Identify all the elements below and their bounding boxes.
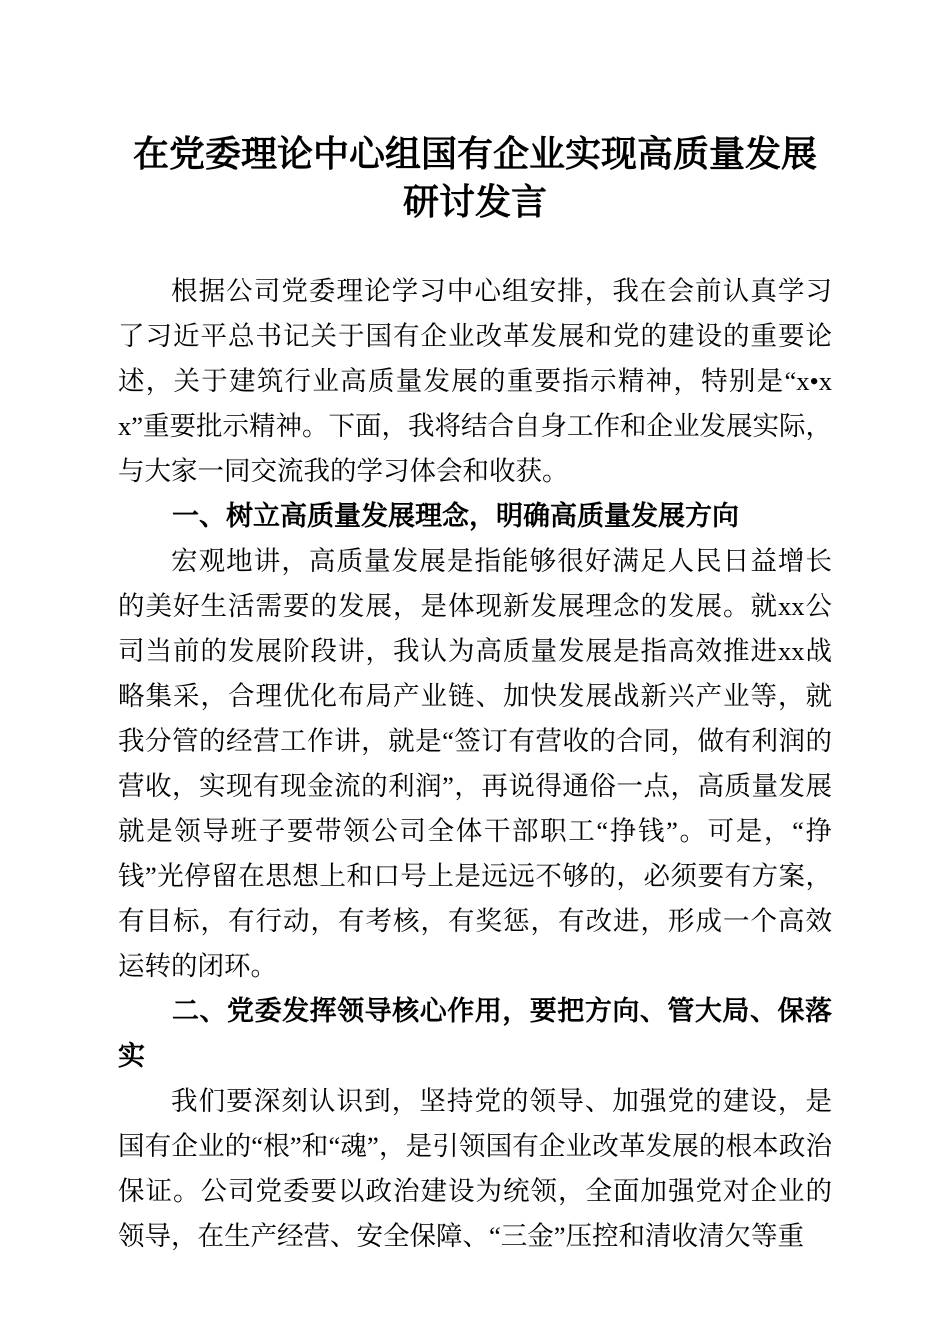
section-2-heading: 二、党委发挥领导核心作用，要把方向、管大局、保落实: [118, 996, 832, 1071]
section-1-heading: 一、树立高质量发展理念，明确高质量发展方向: [172, 501, 739, 531]
intro-paragraph: 根据公司党委理论学习中心组安排，我在会前认真学习了习近平总书记关于国有企业改革发展和党的建设的重要论述，关于建筑行业高质量发展的重要指示精神，特别是“x•xx”重要批示精神。下面，我将结合自身工作和企业发展实际，与大家一同交流我的学习体会和收获。: [118, 276, 833, 486]
section-1-paragraph: 宏观地讲，高质量发展是指能够很好满足人民日益增长的美好生活需要的发展，是体现新发展理念的发展。就xx公司当前的发展阶段讲，我认为高质量发展是指高效推进xx战略集采，合理优化布局产业链、加快发展战新兴产业等，就我分管的经营工作讲，就是“签订有营收的合同，做有利润的营收，实现有现金流的利润”，再说得通俗一点，高质量发展就是领导班子要带领公司全体干部职工“挣钱”。可是，“挣钱”光停留在思想上和口号上是远远不够的，必须要有方案，有目标，有行动，有考核，有奖惩，有改进，形成一个高效运转的闭环。: [118, 546, 832, 981]
section-2-paragraph: 我们要深刻认识到，坚持党的领导、加强党的建设，是国有企业的“根”和“魂”，是引领国有企业改革发展的根本政治保证。公司党委要以政治建设为统领，全面加强党对企业的领导，在生产经营、安全保障、“三金”压控和清收清欠等重: [118, 1086, 832, 1251]
document-title: 在党委理论中心组国有企业实现高质量发展研讨发言: [132, 134, 817, 222]
